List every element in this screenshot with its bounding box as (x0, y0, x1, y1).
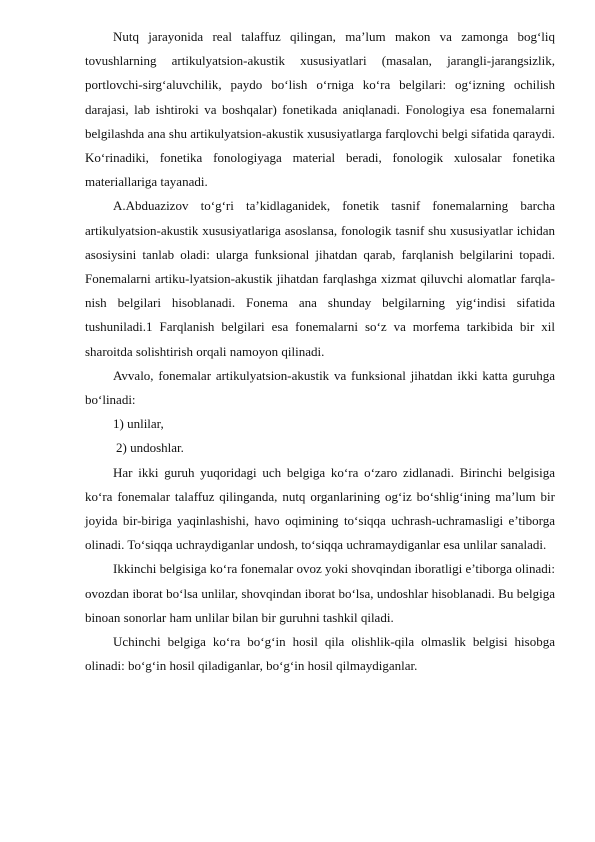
document-page (85, 25, 555, 678)
paragraph-first-feature: Har ikki guruh yuqoridagi uch belgiga ko‘ra o‘zaro zidlanadi. Birinchi belgisiga ko‘ra fonemalar talaffuz qilinganda, nutq organlarining og‘iz bo‘shlig‘ining ma’lum bir joyida bir-biriga yaqinlashishi, havo oqimining to‘siqqa uchrash-uchramasligi e’tiborga olinadi. To‘siqqa uchraydiganlar undosh, to‘siqqa uchramaydiganlar esa unlilar sanaladi. (85, 464, 555, 553)
paragraph-abduazizov: A.Abduazizov to‘g‘ri ta’kidlaganidek, fonetik tasnif fonemalarning barcha artikulyatsion-akustik xususiyatlariga asoslansa, fonologik tasnif shu xususiyatlar ichidan asosiysini tanlab oladi: ularga funksional jihatdan qarab, farqlanish belgilarini topadi. Fonemalarni artiku-lyatsion-akustik jihatdan farqlashga xizmat qiluvchi alomatlar farqla-nish belgilari hisoblanadi. Fonema ana shunday belgilarning yig‘indisi sifatida tushuniladi.1 Farqlanish belgilari esa fonemalarni so‘z va morfema tarkibida bir xil sharoitda solishtirish orqali namoyon qilinadi. (85, 198, 555, 359)
paragraph-second-feature: Ikkinchi belgisiga ko‘ra fonemalar ovoz yoki shovqindan iboratligi e’tiborga olinadi: ovozdan iborat bo‘lsa unlilar, shovqindan iborat bo‘lsa, undoshlar hisoblanadi. Bu belgiga binoan sonorlar ham unlilar bilan bir guruhni tashkil qiladi. (85, 561, 555, 625)
paragraph-two-groups: Avvalo, fonemalar artikulyatsion-akustik va funksional jihatdan ikki katta guruhga bo‘linadi: (85, 367, 555, 408)
paragraph-phonetics-phonology: Nutq jarayonida real talaffuz qilingan, ma’lum makon va zamonga bog‘liq tovushlarning artikulyatsion-akustik xususiyatlari (masalan, jarangli-jarangsizlik, portlovchi-sirg‘aluvchilik, paydo bo‘lish o‘rniga ko‘ra belgilari: og‘izning ochilish darajasi, lab ishtiroki va boshqalar) fonetikada aniqlanadi. Fonologiya esa fonemalarni belgilashda ana shu artikulyatsion-akustik xususiyatlarga farqlovchi belgi sifatida qaraydi. Ko‘rinadiki, fonetika fonologiyaga material beradi, fonologik xulosalar fonetika materiallariga tayanadi. (85, 29, 555, 190)
list-item-consonants: 2) undoshlar. (116, 440, 184, 456)
paragraph-third-feature: Uchinchi belgiga ko‘ra bo‘g‘in hosil qila olishlik-qila olmaslik belgisi hisobga olinadi: bo‘g‘in hosil qiladiganlar, bo‘g‘in hosil qilmaydiganlar. (85, 634, 555, 674)
list-item-vowels: 1) unlilar, (113, 416, 164, 432)
